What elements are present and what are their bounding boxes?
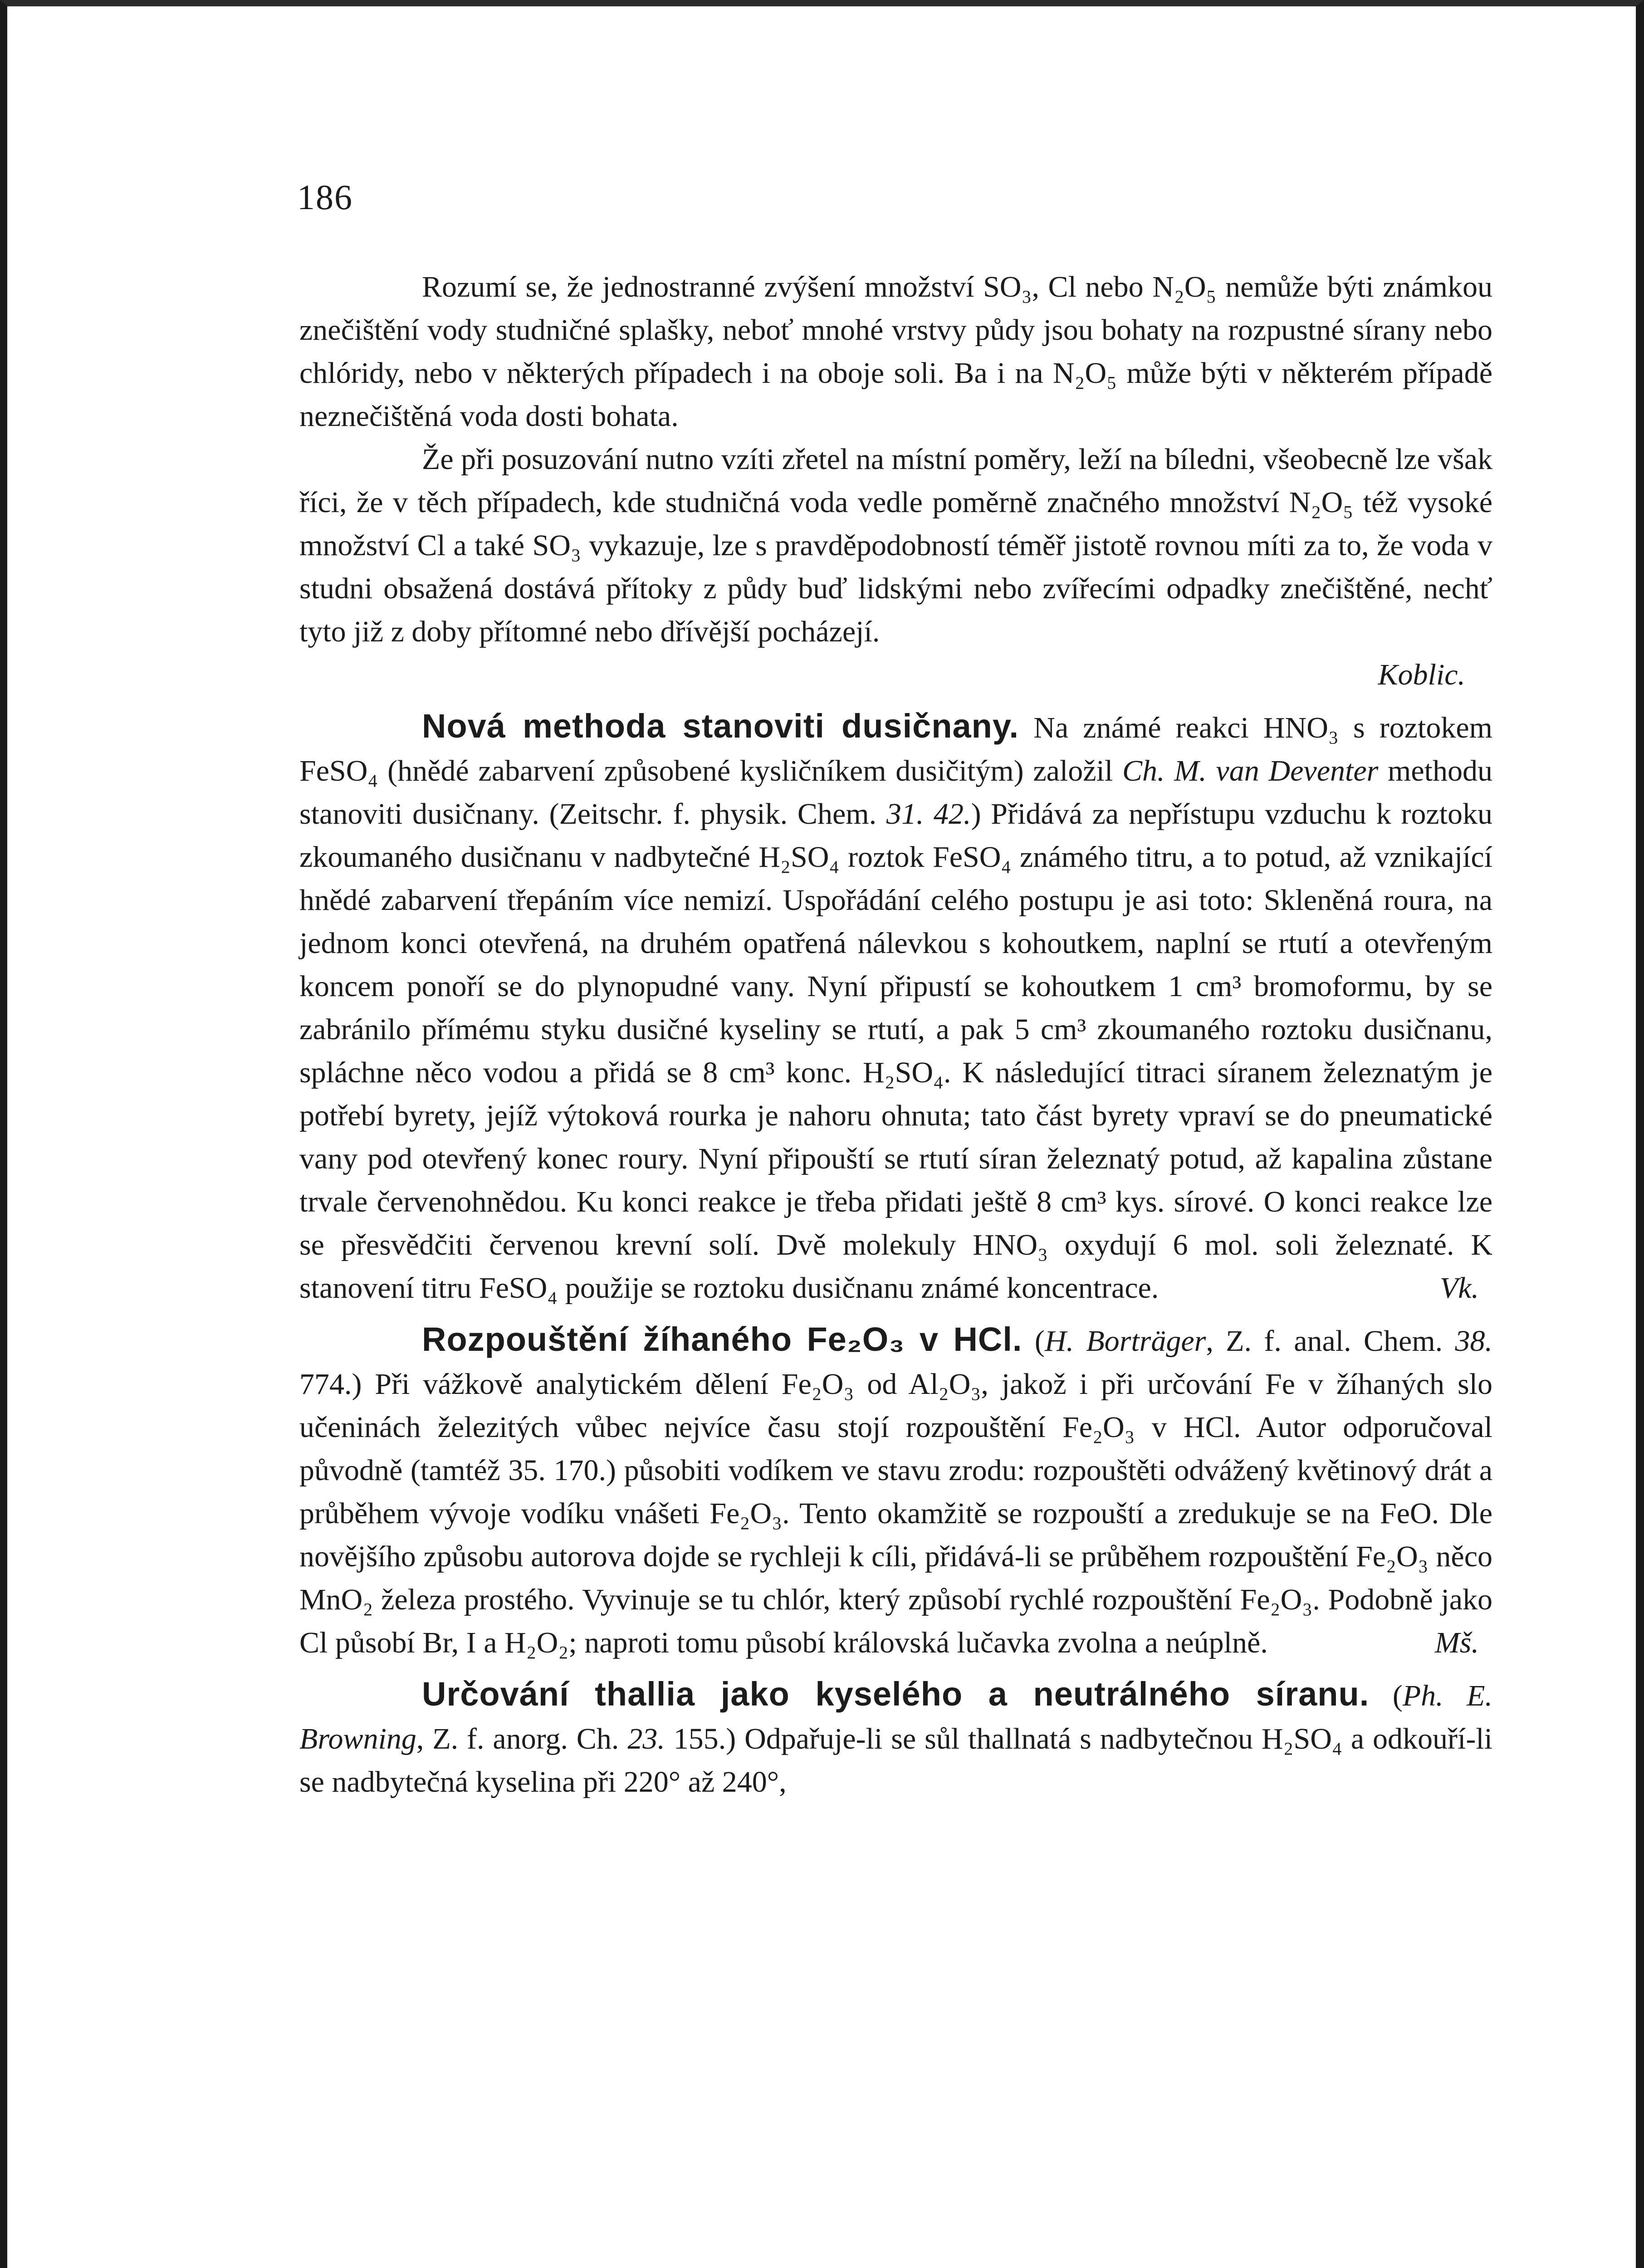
section-nitrate-method <box>299 704 1492 1310</box>
signature-koblic: Koblic. <box>1378 658 1465 691</box>
section-heading-fe2o3: Rozpouštění žíhaného Fe₂O₃ v HCl. <box>422 1320 1023 1358</box>
section-fe2o3-text-3: 774.) Při vážkově analytickém dělení Fe₂O₃ od Al₂O₃, jakož i při určování Fe v žíhaných slo učeninách železitých vůbec nejvíce času stojí rozpouštění Fe₂O₃ v HCl. Autor odporučoval původně (tamtéž 35. 170.) působiti vodíkem ve stavu zrodu: rozpouštěti odvážený květinový drát a průběhem vývoje vodíku vnášeti Fe₂O₃. Tento okamžitě se rozpouští a zredukuje se na FeO. Dle novějšího způsobu autorova dojde se rychleji k cíli, přidává-li se průběhem rozpouštění Fe₂O₃ něco MnO₂ železa prostého. Vyvinuje se tu chlór, který způsobí rychlé rozpouštění Fe₂O₃. Podobně jako Cl působí Br, I a H₂O₂; naproti tomu působí královská lučavka zvolna a neúplně. <box>299 1368 1492 1659</box>
body-text <box>299 265 1492 1804</box>
paragraph-2-text: Že při posuzování nutno vzíti zřetel na místní poměry, leží na bíledni, všeobecně lze však říci, že v těch případech, kde studničná voda vedle poměrně značného množství N₂O₅ též vysoké množství Cl a také SO₃ vykazuje, lze s pravděpodobností téměř jistotě rovnou míti za to, že voda v studni obsažená dostává přítoky z půdy buď lidskými nebo zvířecími odpadky znečištěné, nechť tyto již z doby přítomné nebo dřívější pocházejí. <box>299 443 1492 648</box>
section-heading-thallium: Určování thallia jako kyselého a neutrálného síranu. <box>422 1675 1370 1713</box>
section-fe2o3-dissolution <box>299 1318 1492 1664</box>
section-heading-nitrate: Nová methoda stanoviti dusičnany. <box>422 707 1019 745</box>
section-thallium-volume: 23. <box>627 1722 665 1755</box>
section-thallium-author: Ph. E. Browning <box>299 1679 1492 1755</box>
section-fe2o3-text-2: , Z. f. anal. Chem. <box>1206 1325 1455 1358</box>
section-thallium-text-3: 155.) Odpařuje-li se sůl thallnatá s nadbytečnou H₂SO₄ a odkouří-li se nadbytečná kyselina při 220° až 240°, <box>299 1722 1492 1799</box>
paragraph-1: Rozumí se, že jednostranné zvýšení množství SO₃, Cl nebo N₂O₅ nemůže býti známkou znečištění vody studničné splašky, neboť mnohé vrstvy půdy jsou bohaty na rozpustné sírany nebo chlóridy, nebo v některých případech i na oboje soli. Ba i na N₂O₅ může býti v některém případě neznečištěná voda dosti bohata. <box>299 270 1492 433</box>
section-fe2o3-volume: 38. <box>1455 1325 1493 1358</box>
signature-ms: Mš. <box>1434 1626 1479 1659</box>
paragraph-2 <box>299 438 1492 653</box>
section-fe2o3-author: H. Borträger <box>1044 1325 1206 1358</box>
section-nitrate-text-1: Na známé reakci HNO₃ s roztokem FeSO₄ (hnědé zabarvení způsobené kysličníkem dusičitým) založil <box>299 711 1493 787</box>
section-nitrate-author: Ch. M. van Deventer <box>1122 754 1379 787</box>
section-nitrate-text-2: methodu stanoviti dusičnany. (Zeitschr. f. physik. Chem. <box>299 754 1493 831</box>
section-nitrate-volume: 31. 42. <box>886 797 971 831</box>
section-thallium-text-2: , Z. f. anorg. Ch. <box>416 1722 628 1755</box>
section-nitrate-text-3: ) Přidává za nepřístupu vzduchu k roztoku zkoumaného dusičnanu v nadbytečné H₂SO₄ roztok FeSO₄ známého titru, a to potud, až vznikající hnědé zabarvení třepáním více nemizí. Uspořádání celého postupu je asi toto: Skleněná roura, na jednom konci otevřená, na druhém opatřená nálevkou s kohoutkem, naplní se rtutí a otevřeným koncem ponoří se do plynopudné vany. Nyní připustí se kohoutkem 1 cm³ bromoformu, by se zabránilo přímému styku dusičné kyseliny se rtutí, a pak 5 cm³ zkoumaného roztoku dusičnanu, spláchne něco vodou a přidá se 8 cm³ konc. H₂SO₄. K následující titraci síranem železnatým je potřebí byrety, jejíž výtoková rourka je nahoru ohnuta; tato část byrety vpraví se do pneumatické vany pod otevřený konec roury. Nyní připouští se rtutí síran železnatý potud, až kapalina zůstane trvale červenohnědou. Ku konci reakce je třeba přidati ještě 8 cm³ kys. sírové. O konci reakce lze se přesvědčiti červenou krevní solí. Dvě molekuly HNO₃ oxydují 6 mol. soli železnaté. K stanovení titru FeSO₄ použije se roztoku dusičnanu známé koncentrace. <box>299 797 1492 1305</box>
section-fe2o3-text-1: ( <box>1022 1325 1045 1358</box>
page-number: 186 <box>297 177 353 217</box>
section-thallium-text-1: ( <box>1369 1679 1403 1712</box>
signature-vk: Vk. <box>1439 1271 1479 1305</box>
section-thallium <box>299 1672 1492 1804</box>
